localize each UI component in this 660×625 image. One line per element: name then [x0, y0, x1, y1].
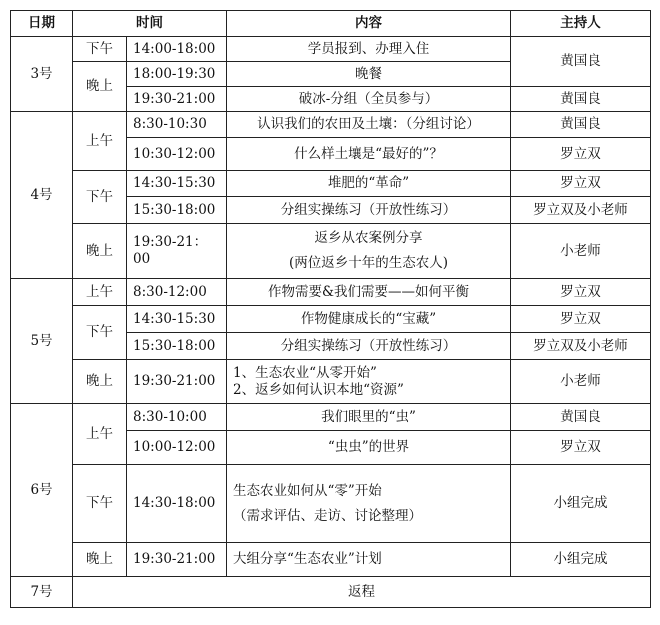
content-cell — [227, 360, 511, 404]
period-cell: 下午 — [73, 465, 127, 543]
content-cell: 学员报到、办理入住 — [227, 37, 511, 62]
content-cell: 分组实操练习（开放性练习） — [227, 333, 511, 360]
content-line: 1、生态农业“从零开始” — [233, 364, 377, 381]
period-cell: 上午 — [73, 404, 127, 465]
date-cell: 3号 — [11, 37, 73, 112]
host-cell: 小组完成 — [511, 465, 651, 543]
host-cell: 小老师 — [511, 224, 651, 279]
content-line: 生态农业如何从“零”开始 — [233, 482, 382, 499]
content-cell: 堆肥的“革命” — [227, 171, 511, 197]
host-cell: 黄国良 — [511, 112, 651, 138]
content-cell: 什么样土壤是“最好的”？ — [227, 138, 511, 171]
content-cell: 作物需要&我们需要——如何平衡 — [227, 279, 511, 306]
period-cell: 晚上 — [73, 360, 127, 404]
table-row — [11, 171, 651, 197]
time-cell: 15:30-18:00 — [127, 333, 227, 360]
host-cell: 黄国良 — [511, 87, 651, 112]
date-cell: 5号 — [11, 279, 73, 404]
time-cell: 19:30-21:00 — [127, 360, 227, 404]
header-content: 内容 — [227, 11, 511, 37]
time-cell: 14:00-18:00 — [127, 37, 227, 62]
content-cell: “虫虫”的世界 — [227, 431, 511, 465]
content-cell: 分组实操练习（开放性练习） — [227, 197, 511, 224]
content-line: （需求评估、走访、讨论整理） — [233, 507, 422, 524]
host-cell: 罗立双 — [511, 138, 651, 171]
date-cell: 6号 — [11, 404, 73, 577]
time-cell: 14:30-15:30 — [127, 171, 227, 197]
host-cell: 黄国良 — [511, 37, 651, 87]
host-cell: 黄国良 — [511, 404, 651, 431]
time-cell: 8:30-12:00 — [127, 279, 227, 306]
content-cell: 大组分享“生态农业”计划 — [227, 543, 511, 577]
host-cell: 小老师 — [511, 360, 651, 404]
schedule-table — [10, 10, 651, 608]
time-cell: 10:30-12:00 — [127, 138, 227, 171]
period-cell: 晚上 — [73, 543, 127, 577]
content-cell: 我们眼里的“虫” — [227, 404, 511, 431]
time-cell: 19:30-21：00 — [127, 224, 227, 279]
header-row — [11, 11, 651, 37]
time-cell: 18:00-19:30 — [127, 62, 227, 87]
period-cell: 晚上 — [73, 224, 127, 279]
content-line: (两位返乡十年的生态农人) — [288, 255, 449, 271]
period-cell: 上午 — [73, 112, 127, 171]
date-cell: 7号 — [11, 577, 73, 608]
table-row — [11, 37, 651, 62]
time-cell: 14:30-15:30 — [127, 306, 227, 333]
table-row — [11, 112, 651, 138]
table-row — [11, 543, 651, 577]
host-cell: 小组完成 — [511, 543, 651, 577]
header-time: 时间 — [73, 11, 227, 37]
table-row — [11, 224, 651, 279]
content-cell: 作物健康成长的“宝藏” — [227, 306, 511, 333]
time-cell: 15:30-18:00 — [127, 197, 227, 224]
time-cell: 8:30-10:30 — [127, 112, 227, 138]
table-row — [11, 577, 651, 608]
content-line: 2、返乡如何认识本地“资源” — [233, 381, 404, 398]
host-cell: 罗立双及小老师 — [511, 333, 651, 360]
period-cell: 上午 — [73, 279, 127, 306]
date-cell: 4号 — [11, 112, 73, 279]
content-cell: 认识我们的农田及土壤：（分组讨论） — [227, 112, 511, 138]
content-cell: 返程 — [73, 577, 651, 608]
host-cell: 罗立双及小老师 — [511, 197, 651, 224]
content-cell: 破冰-分组（全员参与） — [227, 87, 511, 112]
time-cell: 19:30-21:00 — [127, 87, 227, 112]
host-cell: 罗立双 — [511, 306, 651, 333]
period-cell: 下午 — [73, 37, 127, 62]
period-cell: 下午 — [73, 171, 127, 224]
header-host: 主持人 — [511, 11, 651, 37]
table-row — [11, 306, 651, 333]
content-cell — [227, 224, 511, 279]
host-cell: 罗立双 — [511, 279, 651, 306]
time-cell: 19:30-21:00 — [127, 543, 227, 577]
table-row — [11, 279, 651, 306]
time-cell: 10:00-12:00 — [127, 431, 227, 465]
content-cell: 晚餐 — [227, 62, 511, 87]
time-cell: 8:30-10:00 — [127, 404, 227, 431]
content-cell — [227, 465, 511, 543]
time-cell: 14:30-18:00 — [127, 465, 227, 543]
table-row — [11, 404, 651, 431]
period-cell: 下午 — [73, 306, 127, 360]
header-date: 日期 — [11, 11, 73, 37]
period-cell: 晚上 — [73, 62, 127, 112]
host-cell: 罗立双 — [511, 171, 651, 197]
content-line: 返乡从农案例分享 — [314, 230, 423, 246]
table-row — [11, 360, 651, 404]
table-row — [11, 465, 651, 543]
host-cell: 罗立双 — [511, 431, 651, 465]
